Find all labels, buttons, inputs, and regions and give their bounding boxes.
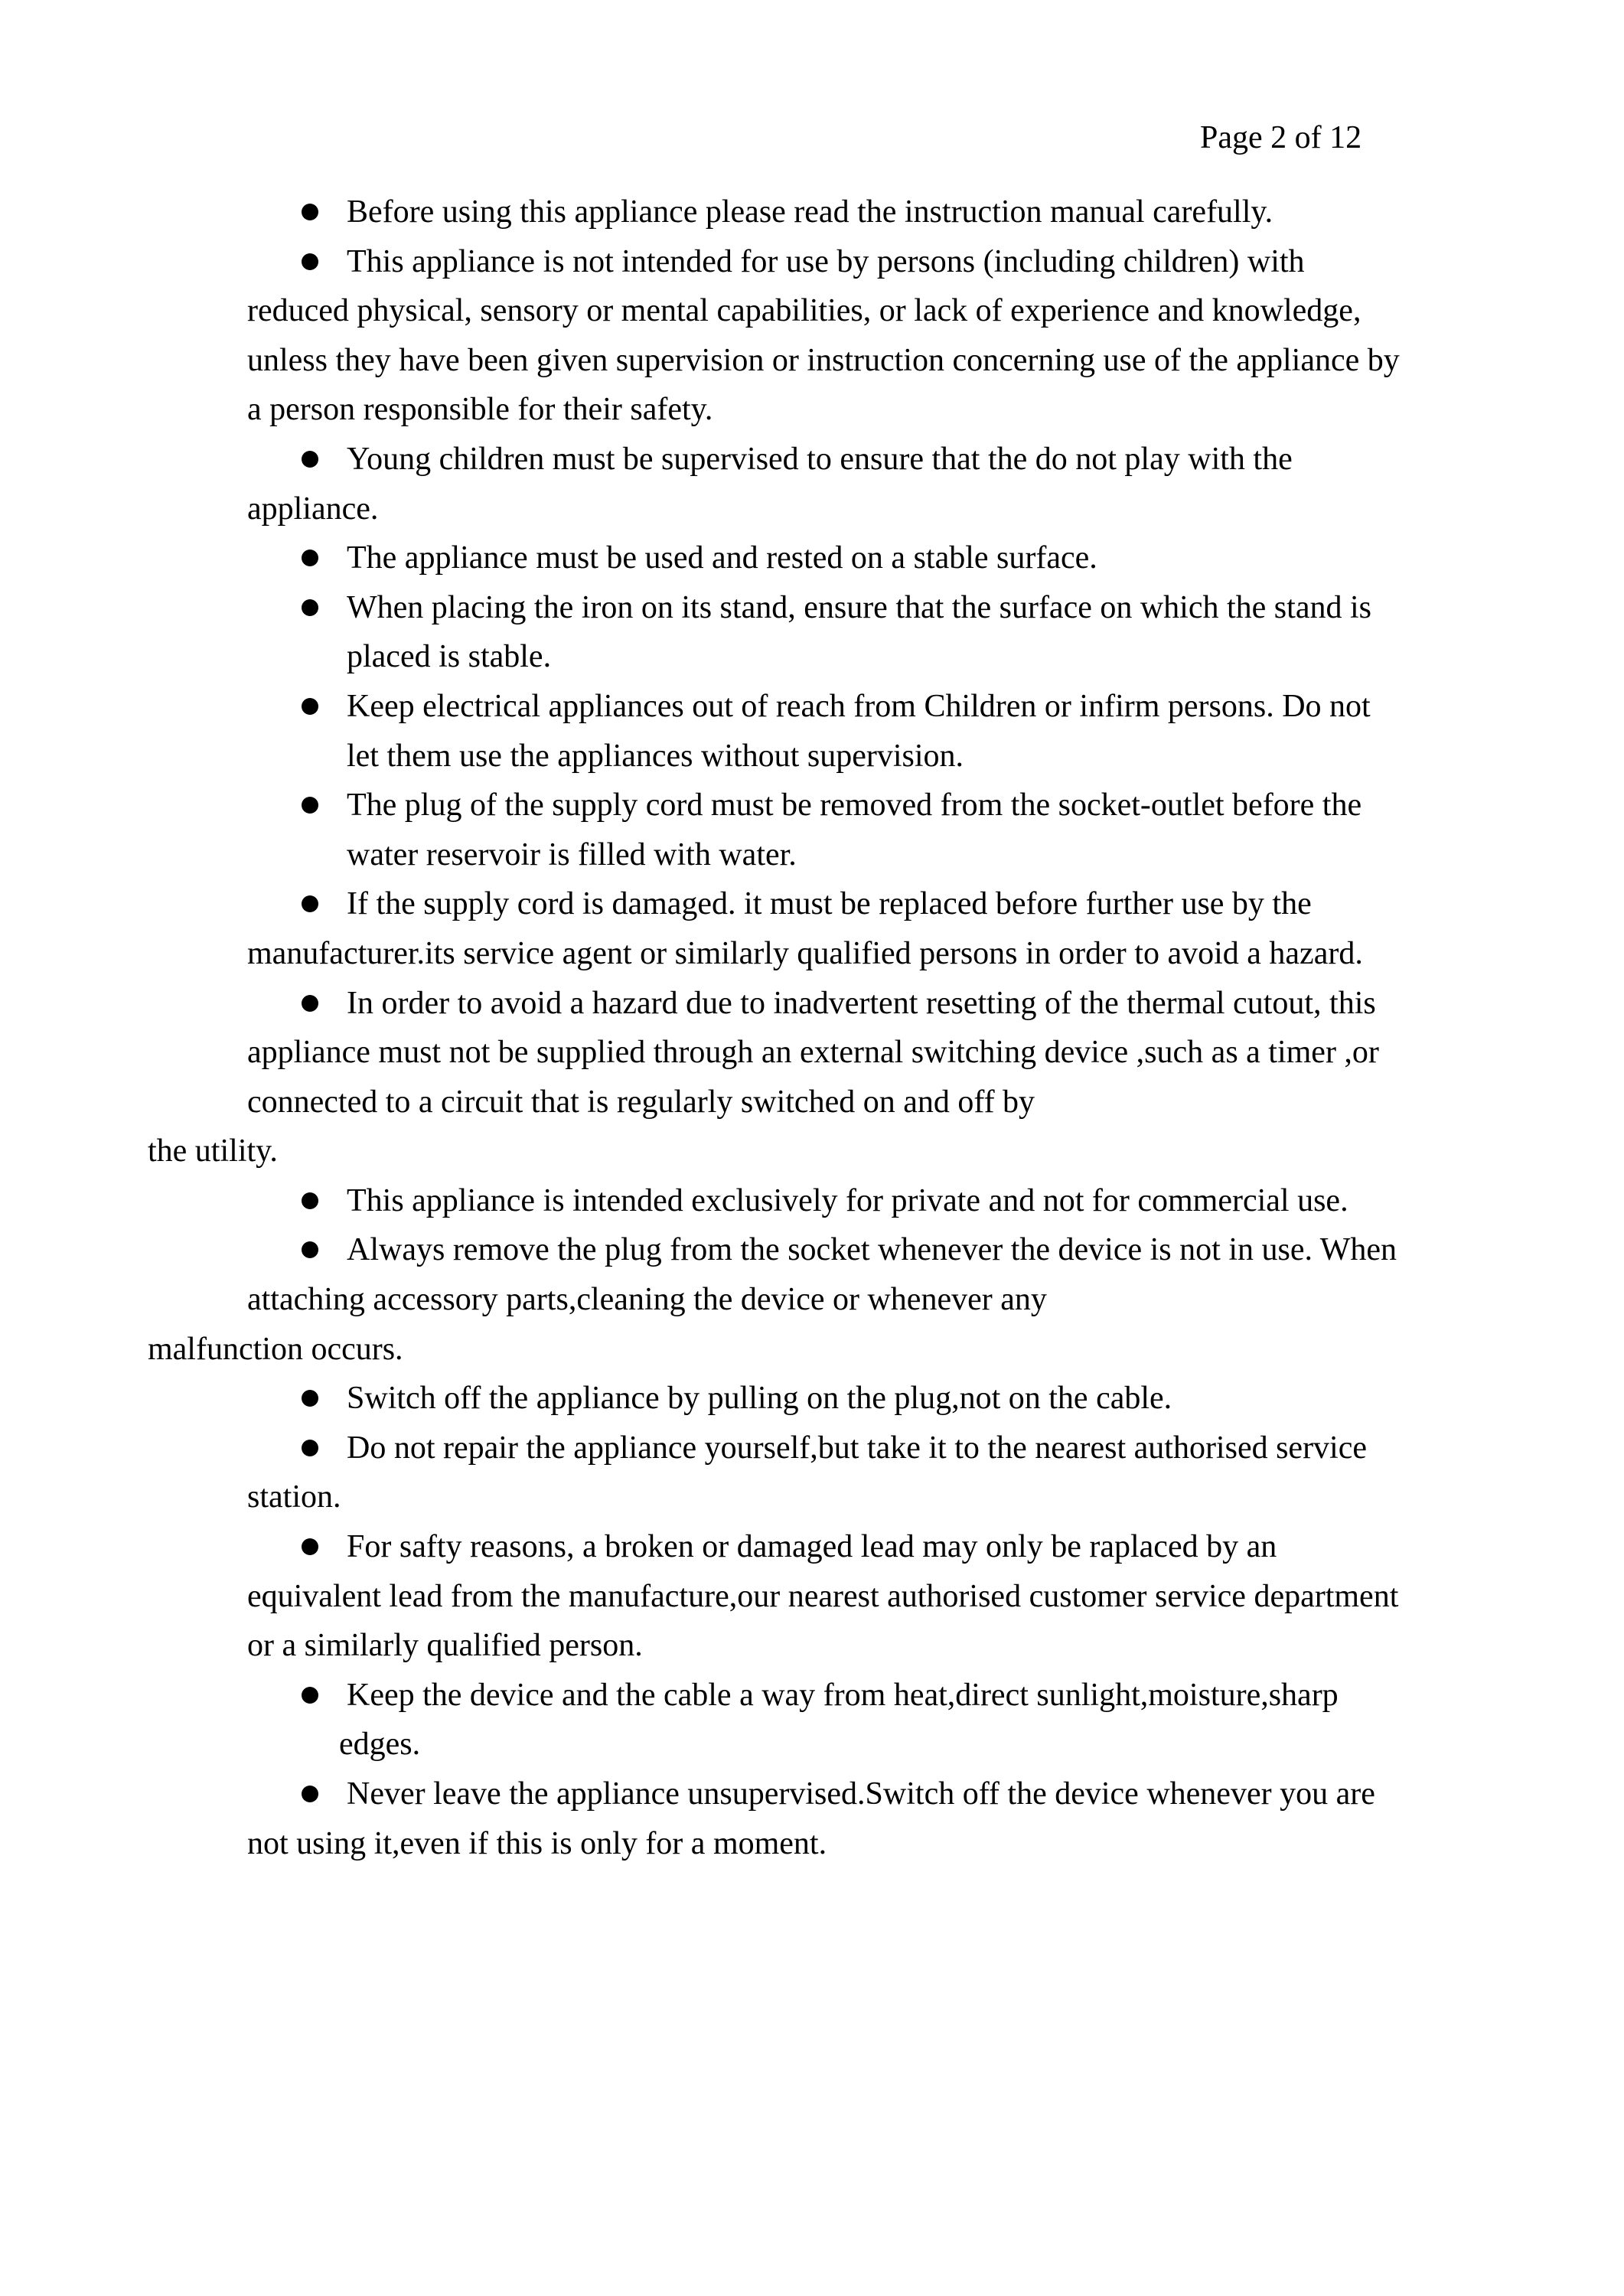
list-item-text: When placing the iron on its stand, ensure that the surface on which the stand is placed is stable. <box>347 589 1371 675</box>
list-item-text: Before using this appliance please read the instruction manual carefully. <box>347 194 1273 230</box>
bullet-icon <box>302 995 318 1012</box>
bullet-icon <box>302 550 318 566</box>
list-item-text: Keep electrical appliances out of reach from Children or infirm persons. Do not let them use the appliances without supervision. <box>347 688 1371 774</box>
list-item <box>247 188 1403 237</box>
bullet-icon <box>302 599 318 616</box>
list-item-text: Always remove the plug from the socket whenever the device is not in use. When attaching accessory parts,cleaning the device or whenever any <box>247 1232 1397 1318</box>
list-item <box>247 1522 1403 1671</box>
list-item-text: If the supply cord is damaged. it must be replaced before further use by the manufacturer.its service agent or similarly qualified persons in order to avoid a hazard. <box>247 886 1363 971</box>
bullet-icon <box>302 1390 318 1407</box>
bullet-icon <box>302 698 318 715</box>
list-item <box>148 1225 1403 1374</box>
list-item <box>247 533 1403 583</box>
bullet-icon <box>302 895 318 912</box>
list-item <box>247 237 1403 435</box>
list-item-text-continued: malfunction occurs. <box>148 1331 403 1367</box>
bullet-icon <box>302 204 318 220</box>
list-item-text: In order to avoid a hazard due to inadvertent resetting of the thermal cutout, this appliance must not be supplied through an external switching device ,such as a timer ,or connected to a circuit that is regularly switched on and off by <box>247 985 1379 1120</box>
bullet-icon <box>302 1786 318 1802</box>
list-item-text: Young children must be supervised to ensure that the do not play with the appliance. <box>247 441 1293 527</box>
list-item-text: Switch off the appliance by pulling on the plug,not on the cable. <box>347 1381 1172 1417</box>
list-item <box>247 435 1403 533</box>
page-number: Page 2 of 12 <box>1200 120 1362 155</box>
safety-instructions-list <box>148 188 1403 1868</box>
list-item <box>247 1769 1403 1868</box>
list-item-text-continued: edges. <box>339 1727 421 1763</box>
bullet-icon <box>302 1192 318 1209</box>
list-item <box>247 781 1403 879</box>
list-item <box>247 1374 1403 1424</box>
bullet-icon <box>302 1538 318 1555</box>
list-item <box>247 1176 1403 1226</box>
bullet-icon <box>302 253 318 270</box>
bullet-icon <box>302 797 318 814</box>
list-item-text-continued: the utility. <box>148 1133 278 1169</box>
bullet-icon <box>302 1440 318 1456</box>
list-item <box>247 879 1403 978</box>
list-item <box>247 583 1403 682</box>
bullet-icon <box>302 451 318 468</box>
list-item-text: The plug of the supply cord must be removed from the socket-outlet before the water reservoir is filled with water. <box>347 788 1362 872</box>
list-item-text: This appliance is not intended for use by persons (including children) with reduced physical, sensory or mental capabilities, or lack of experience and knowledge, unless they have been given supervision or instruction concerning use of the appliance by a person responsible for their safety. <box>247 243 1400 428</box>
list-item-text: Never leave the appliance unsupervised.Switch off the device whenever you are not using it,even if this is only for a moment. <box>247 1776 1375 1861</box>
list-item <box>247 1671 1403 1769</box>
list-item-text: Keep the device and the cable a way from heat,direct sunlight,moisture,sharp <box>347 1677 1339 1713</box>
bullet-icon <box>302 1687 318 1704</box>
list-item <box>247 682 1403 781</box>
list-item-text: This appliance is intended exclusively for private and not for commercial use. <box>347 1182 1348 1218</box>
list-item <box>247 1424 1403 1522</box>
list-item-text: The appliance must be used and rested on a stable surface. <box>347 540 1097 576</box>
list-item-text: Do not repair the appliance yourself,but take it to the nearest authorised service station. <box>247 1430 1368 1515</box>
list-item-text: For safty reasons, a broken or damaged lead may only be raplaced by an equivalent lead from the manufacture,our nearest authorised customer service department or a similarly qualified person. <box>247 1529 1399 1664</box>
list-item <box>148 979 1403 1176</box>
bullet-icon <box>302 1241 318 1258</box>
